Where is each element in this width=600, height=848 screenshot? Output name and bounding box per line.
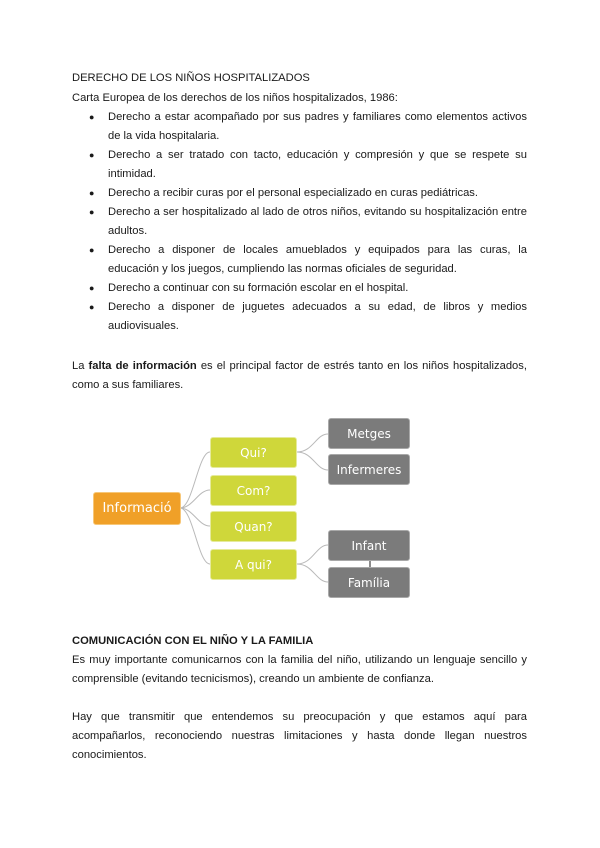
list-item: ● Derecho a continuar con su formación escolar en el hospital. [72,279,527,298]
rights-list [72,108,527,336]
bullet-icon: ● [89,150,95,160]
section-heading: DERECHO DE LOS NIÑOS HOSPITALIZADOS [72,72,310,84]
answer-node: Infermeres [328,454,410,485]
communication-paragraph: Hay que transmitir que entendemos su preocupación y que estamos aquí para acompañarlos, reconociendo nuestras limitaciones y hasta donde llegan nuestros conocimientos. [72,711,527,761]
bullet-icon: ● [89,245,95,255]
list-item: ● Derecho a disponer de locales amueblados y equipados para las curas, la educación y los juegos, cumpliendo las normas oficiales de seguridad. [72,241,527,279]
list-item: ● Derecho a recibir curas por el personal especializado en curas pediátricas. [72,184,527,203]
answer-node: Metges [328,418,410,449]
bullet-icon: ● [89,112,95,122]
question-node: A qui? [210,549,297,580]
communication-paragraph: Es muy importante comunicarnos con la familia del niño, utilizando un lenguaje sencillo y comprensible (evitando tecnicismos), creando un ambiente de confianza. [72,654,527,685]
bullet-icon: ● [89,302,95,312]
answer-node: Infant [328,530,410,561]
section-title: COMUNICACIÓN CON EL NIÑO Y LA FAMILIA [72,635,314,647]
info-paragraph: La falta de información es el principal factor de estrés tanto en los niños hospitalizados, como a sus familiares. [72,360,527,391]
question-node: Quan? [210,511,297,542]
list-item: ● Derecho a ser tratado con tacto, educación y compresión y que se respete su intimidad. [72,146,527,184]
intro-line: Carta Europea de los derechos de los niños hospitalizados, 1986: [72,92,398,104]
information-diagram [88,412,418,602]
list-item: ● Derecho a ser hospitalizado al lado de otros niños, evitando su hospitalización entre adultos. [72,203,527,241]
bullet-icon: ● [89,207,95,217]
bullet-icon: ● [89,283,95,293]
root-node: Informació [93,492,181,525]
question-node: Com? [210,475,297,506]
list-item: ● Derecho a estar acompañado por sus padres y familiares como elementos activos de la vida hospitalaria. [72,108,527,146]
list-item: ● Derecho a disponer de juguetes adecuados a su edad, de libros y medios audiovisuales. [72,298,527,336]
bullet-icon: ● [89,188,95,198]
answer-node: Família [328,567,410,598]
question-node: Qui? [210,437,297,468]
bold-phrase: falta de información [88,360,197,372]
